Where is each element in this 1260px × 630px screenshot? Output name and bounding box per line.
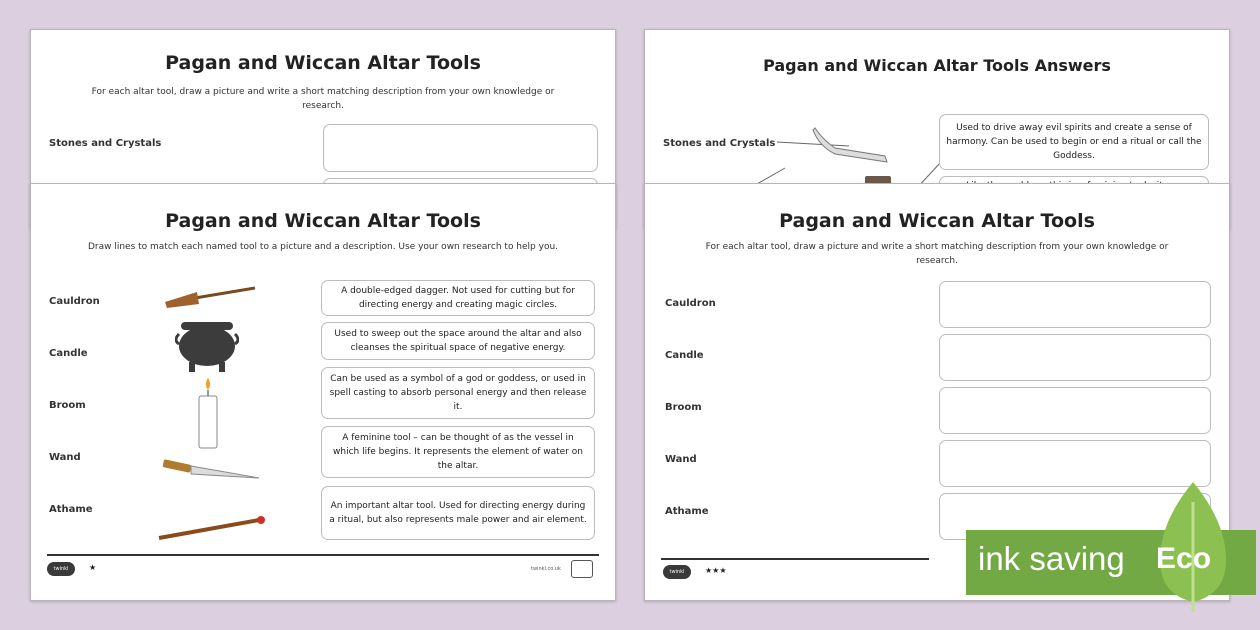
athame-picture xyxy=(161,454,261,484)
broom-picture xyxy=(159,282,259,316)
tool-label: Stones and Crystals xyxy=(49,138,162,149)
sheet-subtitle: For each altar tool, draw a picture and write a short matching description from your own knowledge or research. xyxy=(705,242,1169,266)
answer-box-cauldron[interactable] xyxy=(939,281,1211,328)
tool-label-broom: Broom xyxy=(49,400,86,411)
tool-label-cauldron: Cauldron xyxy=(665,298,716,309)
sheet-subtitle: For each altar tool, draw a picture and write a short matching description from your own knowledge or research. xyxy=(91,87,555,111)
tool-label: Stones and Crystals xyxy=(663,138,776,149)
twinkl-logo: twinkl xyxy=(47,562,75,576)
answer-box-broom[interactable] xyxy=(939,387,1211,434)
tool-label-candle: Candle xyxy=(665,350,704,361)
difficulty-stars: ★ xyxy=(89,563,97,572)
answer-box-candle[interactable] xyxy=(939,334,1211,381)
answer-box[interactable] xyxy=(323,124,598,172)
sheet-title: Pagan and Wiccan Altar Tools xyxy=(779,210,1095,232)
footer-website: twinkl.co.uk xyxy=(531,566,561,572)
candle-picture xyxy=(193,376,223,450)
sheet-title: Pagan and Wiccan Altar Tools Answers xyxy=(763,56,1111,75)
twinkl-logo: twinkl xyxy=(663,565,691,579)
worksheet-front-left xyxy=(30,183,616,601)
eco-label: Eco xyxy=(1156,542,1212,575)
tool-label-wand: Wand xyxy=(665,454,697,465)
difficulty-stars: ★★★ xyxy=(705,566,727,575)
sheet-title: Pagan and Wiccan Altar Tools xyxy=(165,52,481,74)
tool-label-wand: Wand xyxy=(49,452,81,463)
sheet-title: Pagan and Wiccan Altar Tools xyxy=(165,210,481,232)
tool-label-broom: Broom xyxy=(665,402,702,413)
description-box: Used to drive away evil spirits and create a sense of harmony. Can be used to begin or end a ritual or call the Goddess. xyxy=(939,114,1209,170)
tool-label-athame: Athame xyxy=(49,504,93,515)
tool-label-athame: Athame xyxy=(665,506,709,517)
ink-saving-eco-badge xyxy=(966,530,1256,595)
eco-badge-text: ink saving xyxy=(978,540,1125,577)
tool-label-cauldron: Cauldron xyxy=(49,296,100,307)
description-box-1: A double-edged dagger. Not used for cutting but for directing energy and creating magic circles. xyxy=(321,280,595,316)
description-box-3: Can be used as a symbol of a god or goddess, or used in spell casting to absorb personal energy and then release it. xyxy=(321,367,595,419)
footer-emblem-icon xyxy=(571,560,593,578)
tool-label-candle: Candle xyxy=(49,348,88,359)
description-box-5: An important altar tool. Used for directing energy during a ritual, but also represents male power and air element. xyxy=(321,486,595,540)
description-box-4: A feminine tool – can be thought of as the vessel in which life begins. It represents the element of water on the altar. xyxy=(321,426,595,478)
sheet-subtitle: Draw lines to match each named tool to a picture and a description. Use your own research to help you. xyxy=(87,242,559,252)
footer-divider xyxy=(47,554,599,556)
description-box-2: Used to sweep out the space around the altar and also cleanses the spiritual space of negative energy. xyxy=(321,322,595,360)
cauldron-picture xyxy=(175,318,239,376)
wand-picture xyxy=(155,514,271,544)
answer-box-wand[interactable] xyxy=(939,440,1211,487)
footer-divider xyxy=(661,558,929,560)
